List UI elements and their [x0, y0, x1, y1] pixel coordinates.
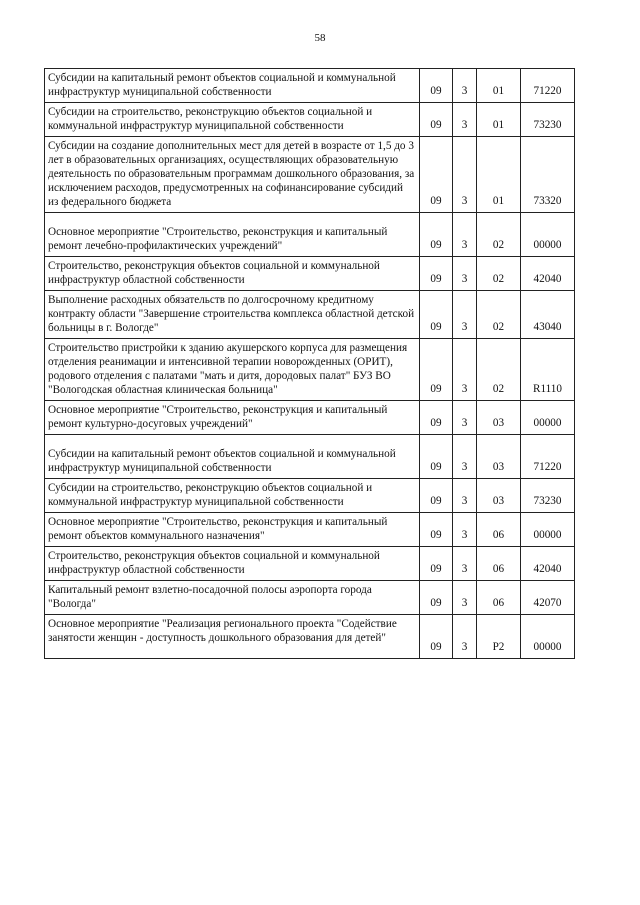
activity-code: 06 [477, 547, 521, 581]
direction-code: 00000 [521, 615, 575, 659]
row-name-text: Субсидии на капитальный ремонт объектов социальной и коммунальной инфраструктур муниципальной собственности [48, 448, 396, 474]
table-row [45, 513, 575, 547]
activity-code: 01 [477, 137, 521, 213]
subprogram-code: 3 [453, 257, 477, 291]
activity-code: 01 [477, 103, 521, 137]
program-code: 09 [420, 257, 453, 291]
program-code: 09 [420, 547, 453, 581]
row-name: Субсидии на капитальный ремонт объектов социальной и коммунальной инфраструктур муниципальной собственности [45, 69, 420, 103]
program-code: 09 [420, 137, 453, 213]
program-code: 09 [420, 435, 453, 479]
row-name: Капитальный ремонт взлетно-посадочной полосы аэропорта города "Вологда" [45, 581, 420, 615]
program-code: 09 [420, 69, 453, 103]
activity-code: 03 [477, 479, 521, 513]
direction-code: 73230 [521, 103, 575, 137]
table-row [45, 479, 575, 513]
program-code: 09 [420, 581, 453, 615]
direction-code: R1110 [521, 339, 575, 401]
direction-code: 00000 [521, 401, 575, 435]
program-code: 09 [420, 291, 453, 339]
row-name: Строительство, реконструкция объектов социальной и коммунальной инфраструктур областной собственности [45, 547, 420, 581]
row-name-text: Основное мероприятие "Строительство, реконструкция и капитальный ремонт лечебно-профилактических учреждений" [48, 226, 388, 252]
program-code: 09 [420, 401, 453, 435]
row-name [45, 435, 420, 479]
activity-code: 06 [477, 513, 521, 547]
program-code: 09 [420, 513, 453, 547]
activity-code: 02 [477, 213, 521, 257]
program-code: 09 [420, 213, 453, 257]
row-name [45, 615, 420, 659]
direction-code: 43040 [521, 291, 575, 339]
row-name: Основное мероприятие "Строительство, реконструкция и капитальный ремонт культурно-досуговых учреждений" [45, 401, 420, 435]
direction-code: 73320 [521, 137, 575, 213]
subprogram-code: 3 [453, 401, 477, 435]
program-code: 09 [420, 615, 453, 659]
direction-code: 71220 [521, 435, 575, 479]
subprogram-code: 3 [453, 103, 477, 137]
budget-classification-table [44, 68, 575, 659]
program-code: 09 [420, 479, 453, 513]
table-row [45, 547, 575, 581]
activity-code: 06 [477, 581, 521, 615]
subprogram-code: 3 [453, 339, 477, 401]
subprogram-code: 3 [453, 547, 477, 581]
table-row [45, 103, 575, 137]
activity-code: 02 [477, 257, 521, 291]
subprogram-code: 3 [453, 435, 477, 479]
subprogram-code: 3 [453, 615, 477, 659]
table-row [45, 257, 575, 291]
table-row [45, 581, 575, 615]
direction-code: 00000 [521, 513, 575, 547]
table-row [45, 435, 575, 479]
subprogram-code: 3 [453, 479, 477, 513]
table-row [45, 213, 575, 257]
direction-code: 42040 [521, 547, 575, 581]
row-name: Выполнение расходных обязательств по долгосрочному кредитному контракту области "Завершение строительства комплекса областной детской больницы в г. Вологде" [45, 291, 420, 339]
subprogram-code: 3 [453, 69, 477, 103]
row-name: Строительство пристройки к зданию акушерского корпуса для размещения отделения реанимации и интенсивной терапии новорожденных (ОРИТ), родового отделения с палатами "мать и дитя, дородовых палат" БУЗ ВО "Вологодская областная клиническая больница" [45, 339, 420, 401]
program-code: 09 [420, 339, 453, 401]
direction-code: 73230 [521, 479, 575, 513]
activity-code: 01 [477, 69, 521, 103]
subprogram-code: 3 [453, 137, 477, 213]
row-name-text: Основное мероприятие "Реализация регионального проекта "Содействие занятости женщин - доступность дошкольного образования для детей" [48, 618, 397, 644]
table-row [45, 401, 575, 435]
row-name: Строительство, реконструкция объектов социальной и коммунальной инфраструктур областной собственности [45, 257, 420, 291]
direction-code: 00000 [521, 213, 575, 257]
row-name [45, 213, 420, 257]
row-name: Субсидии на строительство, реконструкцию объектов социальной и коммунальной инфраструктур муниципальной собственности [45, 103, 420, 137]
page-number: 58 [314, 32, 326, 44]
activity-code: 03 [477, 401, 521, 435]
direction-code: 71220 [521, 69, 575, 103]
program-code: 09 [420, 103, 453, 137]
row-name: Основное мероприятие "Строительство, реконструкция и капитальный ремонт объектов коммунального назначения" [45, 513, 420, 547]
subprogram-code: 3 [453, 213, 477, 257]
table-row [45, 291, 575, 339]
subprogram-code: 3 [453, 513, 477, 547]
direction-code: 42040 [521, 257, 575, 291]
activity-code: 03 [477, 435, 521, 479]
activity-code: 02 [477, 339, 521, 401]
activity-code: P2 [477, 615, 521, 659]
activity-code: 02 [477, 291, 521, 339]
row-name: Субсидии на строительство, реконструкцию объектов социальной и коммунальной инфраструктур муниципальной собственности [45, 479, 420, 513]
table-row [45, 137, 575, 213]
row-name: Субсидии на создание дополнительных мест для детей в возрасте от 1,5 до 3 лет в образовательных организациях, осуществляющих образовательную деятельность по образовательным программам дошкольного образования, за исключением расходов, предусмотренных на софинансирование субсидий из федерального бюджета [45, 137, 420, 213]
table-row [45, 615, 575, 659]
table-row [45, 339, 575, 401]
direction-code: 42070 [521, 581, 575, 615]
table-row [45, 69, 575, 103]
subprogram-code: 3 [453, 581, 477, 615]
subprogram-code: 3 [453, 291, 477, 339]
